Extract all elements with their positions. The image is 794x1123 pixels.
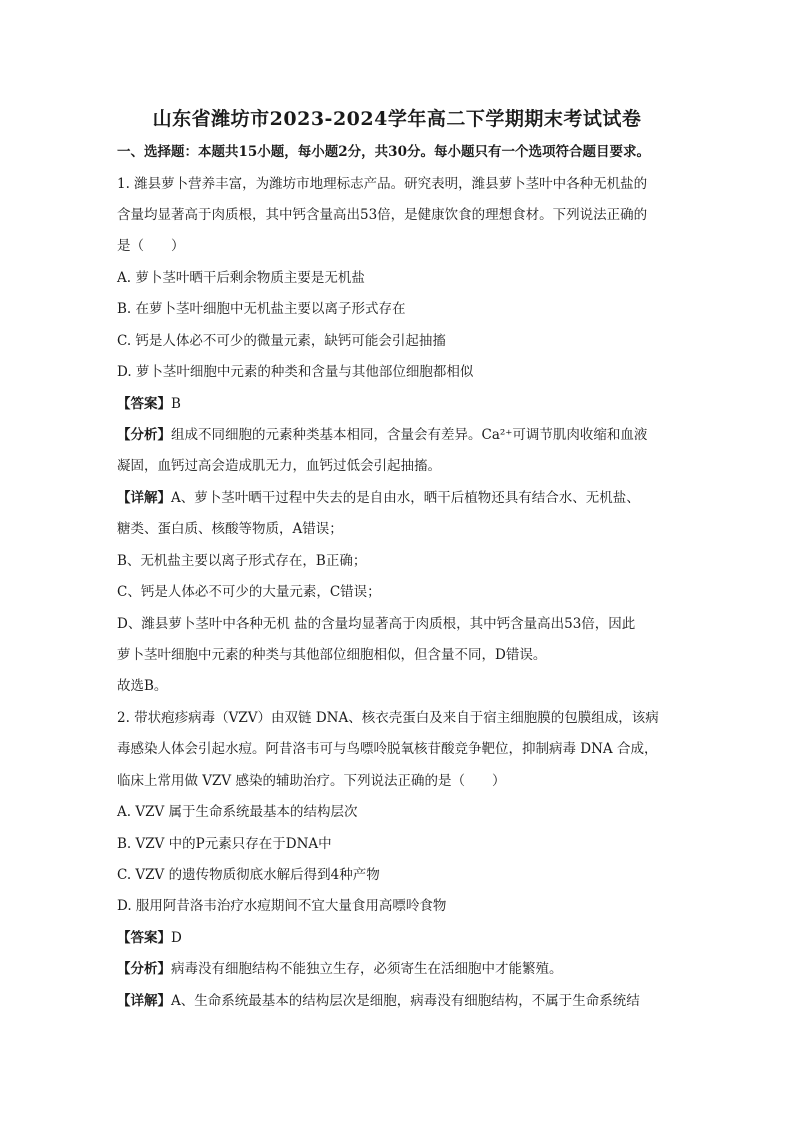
q1-stem-line: 含量均显著高于肉质根，其中钙含量高出53倍，是健康饮食的理想食材。下列说法正确的 — [117, 207, 648, 223]
page-title: 山东省潍坊市2023-2024学年高二下学期期末考试试卷 — [152, 108, 642, 130]
q1-detail-line: 糖类、蛋白质、核酸等物质，A错误； — [117, 521, 343, 537]
q1-answer — [117, 394, 687, 414]
q1-stem-line: 是（ ） — [117, 238, 185, 254]
detail-text: A、生命系统最基本的结构层次是细胞，病毒没有细胞结构，不属于生命系统结 — [171, 993, 640, 1009]
q1-detail-line: C、钙是人体必不可少的大量元素，C错误； — [117, 584, 381, 600]
analysis-tag: 【分析】 — [117, 961, 171, 977]
q1-option-d: D. 萝卜茎叶细胞中元素的种类和含量与其他部位细胞都相似 — [117, 364, 474, 380]
q1-option-b: B. 在萝卜茎叶细胞中无机盐主要以离子形式存在 — [117, 301, 406, 317]
detail-tag: 【详解】 — [117, 490, 171, 506]
q1-option-c: C. 钙是人体必不可少的微量元素，缺钙可能会引起抽搐 — [117, 333, 446, 349]
q2-stem-line: 毒感染人体会引起水痘。阿昔洛韦可与鸟嘌呤脱氧核苷酸竞争靶位，抑制病毒 DNA 合成， — [117, 741, 658, 757]
q1-detail-line: 萝卜茎叶细胞中元素的种类与其他部位细胞相似，但含量不同，D错误。 — [117, 647, 547, 663]
q1-analysis-line — [117, 425, 687, 445]
answer-value: B — [171, 396, 181, 412]
answer-tag: 【答案】 — [117, 930, 171, 946]
detail-text: A、萝卜茎叶晒干过程中失去的是自由水，晒干后植物还具有结合水、无机盐、 — [171, 490, 640, 506]
q1-option-a: A. 萝卜茎叶晒干后剩余物质主要是无机盐 — [117, 270, 365, 286]
q2-stem-line: 2. 带状疱疹病毒（VZV）由双链 DNA、核衣壳蛋白及来自于宿主细胞膜的包膜组成，该病 — [117, 710, 659, 726]
q1-detail-line — [117, 488, 687, 508]
analysis-tag: 【分析】 — [117, 427, 171, 443]
answer-value: D — [171, 930, 182, 946]
q2-option-d: D. 服用阿昔洛韦治疗水痘期间不宜大量食用高嘌呤食物 — [117, 898, 447, 914]
q1-detail-line: D、潍县萝卜茎叶中各种无机 盐的含量均显著高于肉质根，其中钙含量高出53倍，因此 — [117, 616, 636, 632]
section-header: 一、选择题：本题共15小题，每小题2分，共30分。每小题只有一个选项符合题目要求。 — [117, 144, 650, 160]
q2-detail-line — [117, 991, 687, 1011]
q2-option-a: A. VZV 属于生命系统最基本的结构层次 — [117, 804, 358, 820]
answer-tag: 【答案】 — [117, 396, 171, 412]
q1-stem-line: 1. 潍县萝卜营养丰富，为潍坊市地理标志产品。研究表明，潍县萝卜茎叶中各种无机盐的 — [117, 176, 648, 192]
analysis-text: 组成不同细胞的元素种类基本相同，含量会有差异。Ca²⁺可调节肌肉收缩和血液 — [171, 427, 648, 443]
q2-stem-line: 临床上常用做 VZV 感染的辅助治疗。下列说法正确的是（ ） — [117, 773, 506, 789]
detail-tag: 【详解】 — [117, 993, 171, 1009]
q2-analysis-line — [117, 959, 687, 979]
q1-detail-line: 故选B。 — [117, 678, 168, 694]
q1-analysis-line: 凝固，血钙过高会造成肌无力，血钙过低会引起抽搐。 — [117, 458, 441, 474]
q2-answer — [117, 928, 687, 948]
q2-option-b: B. VZV 中的P元素只存在于DNA中 — [117, 836, 332, 852]
q1-detail-line: B、无机盐主要以离子形式存在，B正确； — [117, 553, 367, 569]
analysis-text: 病毒没有细胞结构不能独立生存，必须寄生在活细胞中才能繁殖。 — [171, 961, 563, 977]
q2-option-c: C. VZV 的遗传物质彻底水解后得到4种产物 — [117, 867, 380, 883]
